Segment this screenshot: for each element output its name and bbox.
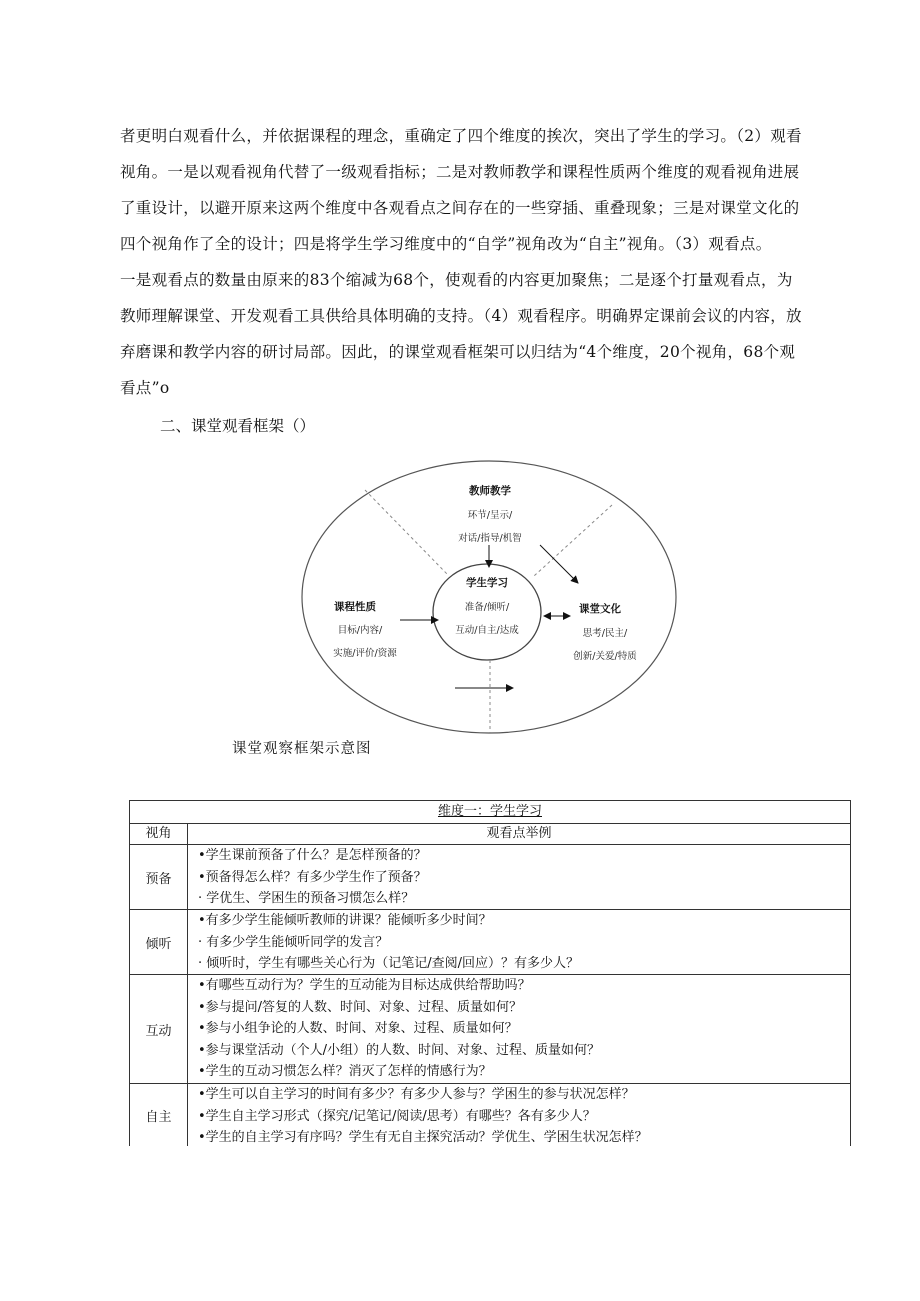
- diagram-caption: 课堂观察框架示意图: [232, 741, 372, 757]
- teacher-line1: 环节/呈示/: [467, 510, 513, 521]
- observation-item: •参与提问/答复的人数、时间、对象、过程、质量如何？: [198, 999, 523, 1015]
- perspective-cell: 预备: [130, 845, 188, 910]
- section-heading: 二、课堂观看框架（）: [160, 417, 316, 435]
- observation-item: •学生的互动习惯怎么样？消灭了怎样的情感行为？: [198, 1064, 492, 1079]
- observation-item: •参与课堂活动（个人/小组）的人数、时间、对象、过程、质量如何？: [198, 1042, 601, 1058]
- teacher-line2: 对话/指导/机智: [458, 533, 522, 544]
- observation-item: •预备得怎么样？有多少学生作了预备？: [198, 869, 427, 885]
- observation-item: · 倾听时，学生有哪些关心行为（记笔记/查阅/回应）？有多少人？: [198, 956, 580, 971]
- table-row: [130, 845, 851, 910]
- dashed-divider: [365, 490, 448, 575]
- dashed-divider: [534, 505, 612, 576]
- perspective-cell: 倾听: [130, 910, 188, 975]
- table-title: 维度一：学生学习: [130, 801, 851, 824]
- course-title: 课程性质: [334, 601, 376, 613]
- paragraph-line: 四个视角作了全的设计；四是将学生学习维度中的“自学”视角改为“自主”视角。（3）观看点。: [120, 235, 772, 253]
- table-row: [130, 910, 851, 975]
- student-line2: 互动/自主/达成: [455, 625, 519, 636]
- arrow-teacher-to-culture: [540, 545, 578, 583]
- observation-item: · 学优生、学困生的预备习惯怎么样？: [198, 891, 415, 906]
- observation-item: · 有多少学生能倾听同学的发言？: [198, 934, 389, 950]
- perspective-cell: 互动: [130, 975, 188, 1084]
- observation-item: •有多少学生能倾听教师的讲课？能倾听多少时间？: [198, 913, 492, 928]
- teacher-title: 教师教学: [469, 485, 511, 497]
- observation-table: [129, 800, 851, 1146]
- observation-item: •有哪些互动行为？学生的互动能为目标达成供给帮助吗？: [198, 978, 531, 993]
- paragraph-line: 了重设计，以避开原来这两个维度中各观看点之间存在的一些穿插、重叠现象；三是对课堂文化的: [120, 199, 800, 217]
- table-row: [130, 1084, 851, 1147]
- culture-line1: 思考/民主/: [582, 628, 628, 639]
- header-examples: 观看点举例: [188, 824, 851, 845]
- paragraph-line: 看点”o: [120, 379, 170, 397]
- course-line1: 目标/内容/: [337, 625, 383, 636]
- observation-item: •学生的自主学习有序吗？学生有无自主探究活动？学优生、学困生状况怎样？: [198, 1130, 648, 1145]
- observation-item: •参与小组争论的人数、时间、对象、过程、质量如何？: [198, 1021, 518, 1036]
- perspective-cell: 自主: [130, 1084, 188, 1147]
- paragraph-line: 弃磨课和教学内容的研讨局部。因此，的课堂观看框架可以归结为“4个维度，20个视角，68个观: [120, 343, 796, 361]
- culture-title: 课堂文化: [579, 603, 621, 615]
- header-perspective: 视角: [130, 824, 188, 845]
- framework-diagram: [300, 450, 680, 740]
- student-line1: 准备/倾听/: [464, 602, 510, 613]
- paragraph-line: 视角。一是以观看视角代替了一级观看指标；二是对教师教学和课程性质两个维度的观看视角进展: [120, 163, 800, 181]
- course-line2: 实施/评价/资源: [333, 648, 397, 659]
- paragraph-line: 者更明白观看什么，并依据课程的理念，重确定了四个维度的挨次，突出了学生的学习。（2）观看: [120, 127, 802, 145]
- observation-item: •学生可以自主学习的时间有多少？有多少人参与？学困生的参与状况怎样？: [198, 1087, 635, 1102]
- observation-item: •学生自主学习形式（探究/记笔记/阅读/思考）有哪些？各有多少人？: [198, 1108, 596, 1124]
- table-row: [130, 975, 851, 1084]
- paragraph-line: 教师理解课堂、开发观看工具供给具体明确的支持。（4）观看程序。明确界定课前会议的内容，放: [120, 307, 802, 325]
- culture-line2: 创新/关爱/特质: [573, 651, 637, 662]
- student-title: 学生学习: [466, 577, 508, 589]
- outer-ellipse: [302, 461, 676, 733]
- paragraph-line: 一是观看点的数量由原来的83个缩减为68个，使观看的内容更加聚焦；二是逐个打量观看点，为: [120, 271, 793, 289]
- observation-item: •学生课前预备了什么？是怎样预备的？: [198, 848, 427, 863]
